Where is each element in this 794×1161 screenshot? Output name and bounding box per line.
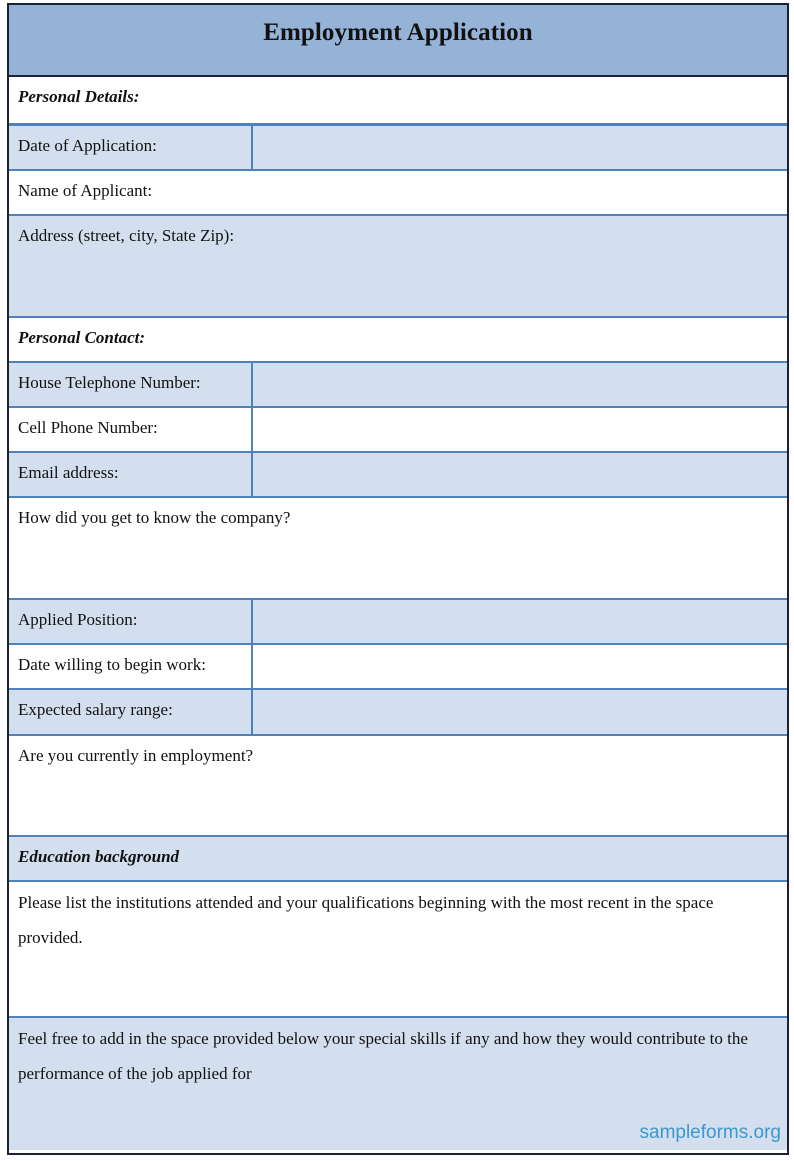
row-email [9, 451, 787, 496]
field-label: Name of Applicant: [18, 181, 153, 200]
row-expected-salary [9, 688, 787, 734]
row-currently-employed [9, 734, 787, 835]
field-label: Feel free to add in the space provided below your special skills if any and how they would contribute to the performance of the job applied for [18, 1029, 748, 1083]
field-label: Address (street, city, State Zip): [18, 226, 235, 245]
section-education [9, 835, 787, 880]
row-special-skills [9, 1016, 787, 1150]
field-label: Expected salary range: [18, 700, 173, 719]
house-telephone-field[interactable] [251, 363, 787, 406]
expected-salary-field[interactable] [251, 690, 787, 734]
row-name-of-applicant [9, 169, 787, 214]
form-title: Employment Application [263, 19, 533, 46]
cell-phone-field[interactable] [251, 408, 787, 451]
field-label: Please list the institutions attended and your qualifications beginning with the most recent in the space provided. [18, 893, 714, 947]
how-know-company-field[interactable] [9, 498, 787, 598]
row-institutions [9, 880, 787, 1016]
institutions-field[interactable] [9, 882, 787, 1016]
section-personal-details [9, 77, 787, 123]
form-header [9, 5, 787, 77]
section-heading: Personal Contact: [18, 328, 146, 347]
field-label: Date willing to begin work: [18, 655, 206, 674]
email-field[interactable] [251, 453, 787, 496]
row-cell-phone [9, 406, 787, 451]
field-label: House Telephone Number: [18, 373, 201, 392]
row-house-telephone [9, 361, 787, 406]
field-label: Are you currently in employment? [18, 746, 254, 765]
row-date-of-application [9, 123, 787, 169]
row-applied-position [9, 598, 787, 643]
field-label: Applied Position: [18, 610, 138, 629]
date-of-application-field[interactable] [251, 126, 787, 169]
employment-application-form [7, 3, 789, 1155]
field-label: Date of Application: [18, 136, 157, 155]
field-label: How did you get to know the company? [18, 508, 291, 527]
watermark: sampleforms.org [639, 1122, 781, 1143]
section-personal-contact [9, 316, 787, 361]
date-begin-work-field[interactable] [251, 645, 787, 688]
field-label: Email address: [18, 463, 119, 482]
currently-employed-field[interactable] [9, 736, 787, 835]
row-how-know-company [9, 496, 787, 598]
field-label: Cell Phone Number: [18, 418, 158, 437]
row-date-begin-work [9, 643, 787, 688]
row-address [9, 214, 787, 316]
section-heading: Education background [18, 847, 180, 866]
section-heading: Personal Details: [18, 87, 140, 106]
name-of-applicant-field[interactable] [9, 171, 787, 214]
applied-position-field[interactable] [251, 600, 787, 643]
address-field[interactable] [9, 216, 787, 316]
